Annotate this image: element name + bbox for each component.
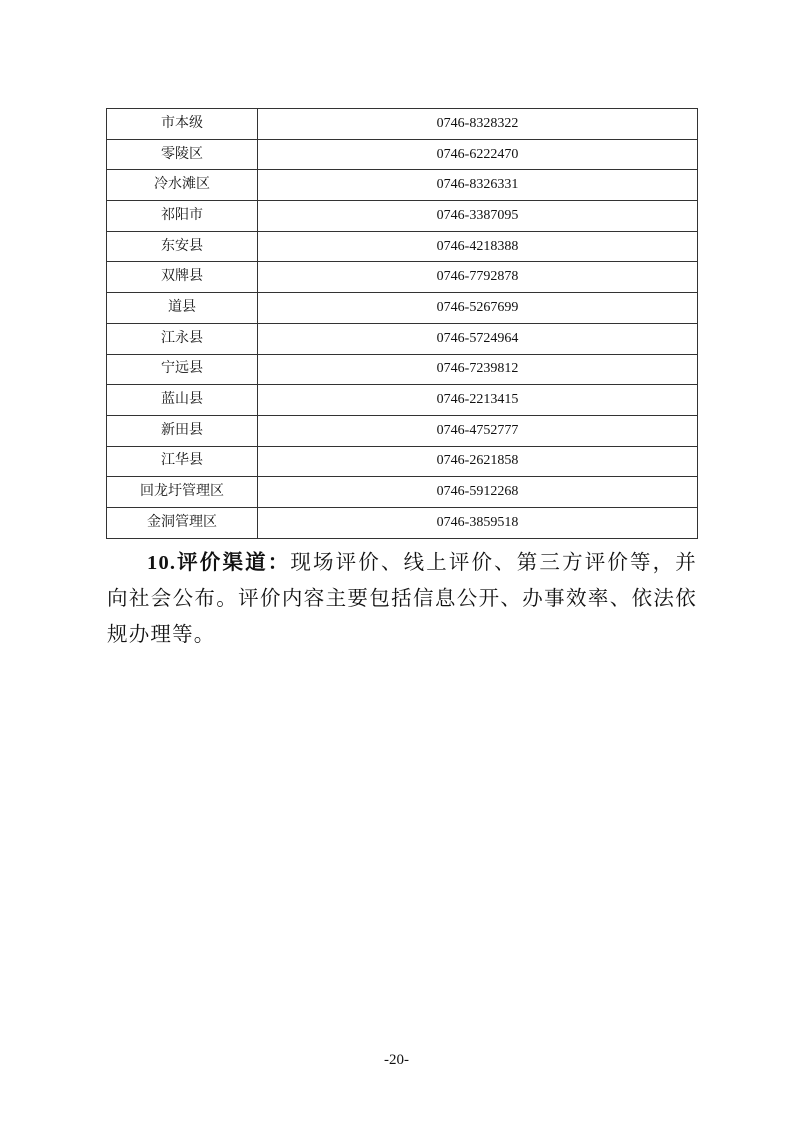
table-row — [107, 170, 698, 201]
page-number: -20- — [384, 1052, 409, 1068]
table-row — [107, 385, 698, 416]
region-cell: 新田县 — [107, 415, 258, 446]
phone-cell: 0746-5267699 — [258, 293, 698, 324]
phone-cell: 0746-5912268 — [258, 477, 698, 508]
region-cell: 东安县 — [107, 231, 258, 262]
region-cell: 道县 — [107, 293, 258, 324]
phone-cell: 0746-8328322 — [258, 109, 698, 140]
table-row — [107, 262, 698, 293]
region-cell: 宁远县 — [107, 354, 258, 385]
phone-cell: 0746-4752777 — [258, 415, 698, 446]
contact-phone-table — [106, 108, 698, 539]
phone-cell: 0746-7239812 — [258, 354, 698, 385]
phone-cell: 0746-6222470 — [258, 139, 698, 170]
table-row — [107, 507, 698, 538]
table-row — [107, 477, 698, 508]
table-row — [107, 139, 698, 170]
table-row — [107, 323, 698, 354]
paragraph-lead: 10.评价渠道： — [147, 552, 291, 574]
table-row — [107, 201, 698, 232]
region-cell: 零陵区 — [107, 139, 258, 170]
region-cell: 金洞管理区 — [107, 507, 258, 538]
region-cell: 冷水滩区 — [107, 170, 258, 201]
phone-cell: 0746-5724964 — [258, 323, 698, 354]
table-row — [107, 109, 698, 140]
region-cell: 祁阳市 — [107, 201, 258, 232]
table-row — [107, 231, 698, 262]
region-cell: 江永县 — [107, 323, 258, 354]
paragraph-body: 现场评价、线上评价、第三方评价等，并向社会公布。评价内容主要包括信息公开、办事效率、依法依规办理等。 — [107, 552, 697, 646]
region-cell: 蓝山县 — [107, 385, 258, 416]
table-row — [107, 293, 698, 324]
table-row — [107, 446, 698, 477]
region-cell: 市本级 — [107, 109, 258, 140]
region-cell: 江华县 — [107, 446, 258, 477]
table-body — [107, 109, 698, 539]
region-cell: 回龙圩管理区 — [107, 477, 258, 508]
phone-cell: 0746-8326331 — [258, 170, 698, 201]
table-row — [107, 415, 698, 446]
table-row — [107, 354, 698, 385]
phone-cell: 0746-3859518 — [258, 507, 698, 538]
phone-cell: 0746-7792878 — [258, 262, 698, 293]
phone-cell: 0746-3387095 — [258, 201, 698, 232]
evaluation-channel-paragraph — [107, 545, 697, 653]
phone-cell: 0746-2621858 — [258, 446, 698, 477]
region-cell: 双牌县 — [107, 262, 258, 293]
phone-cell: 0746-4218388 — [258, 231, 698, 262]
phone-cell: 0746-2213415 — [258, 385, 698, 416]
